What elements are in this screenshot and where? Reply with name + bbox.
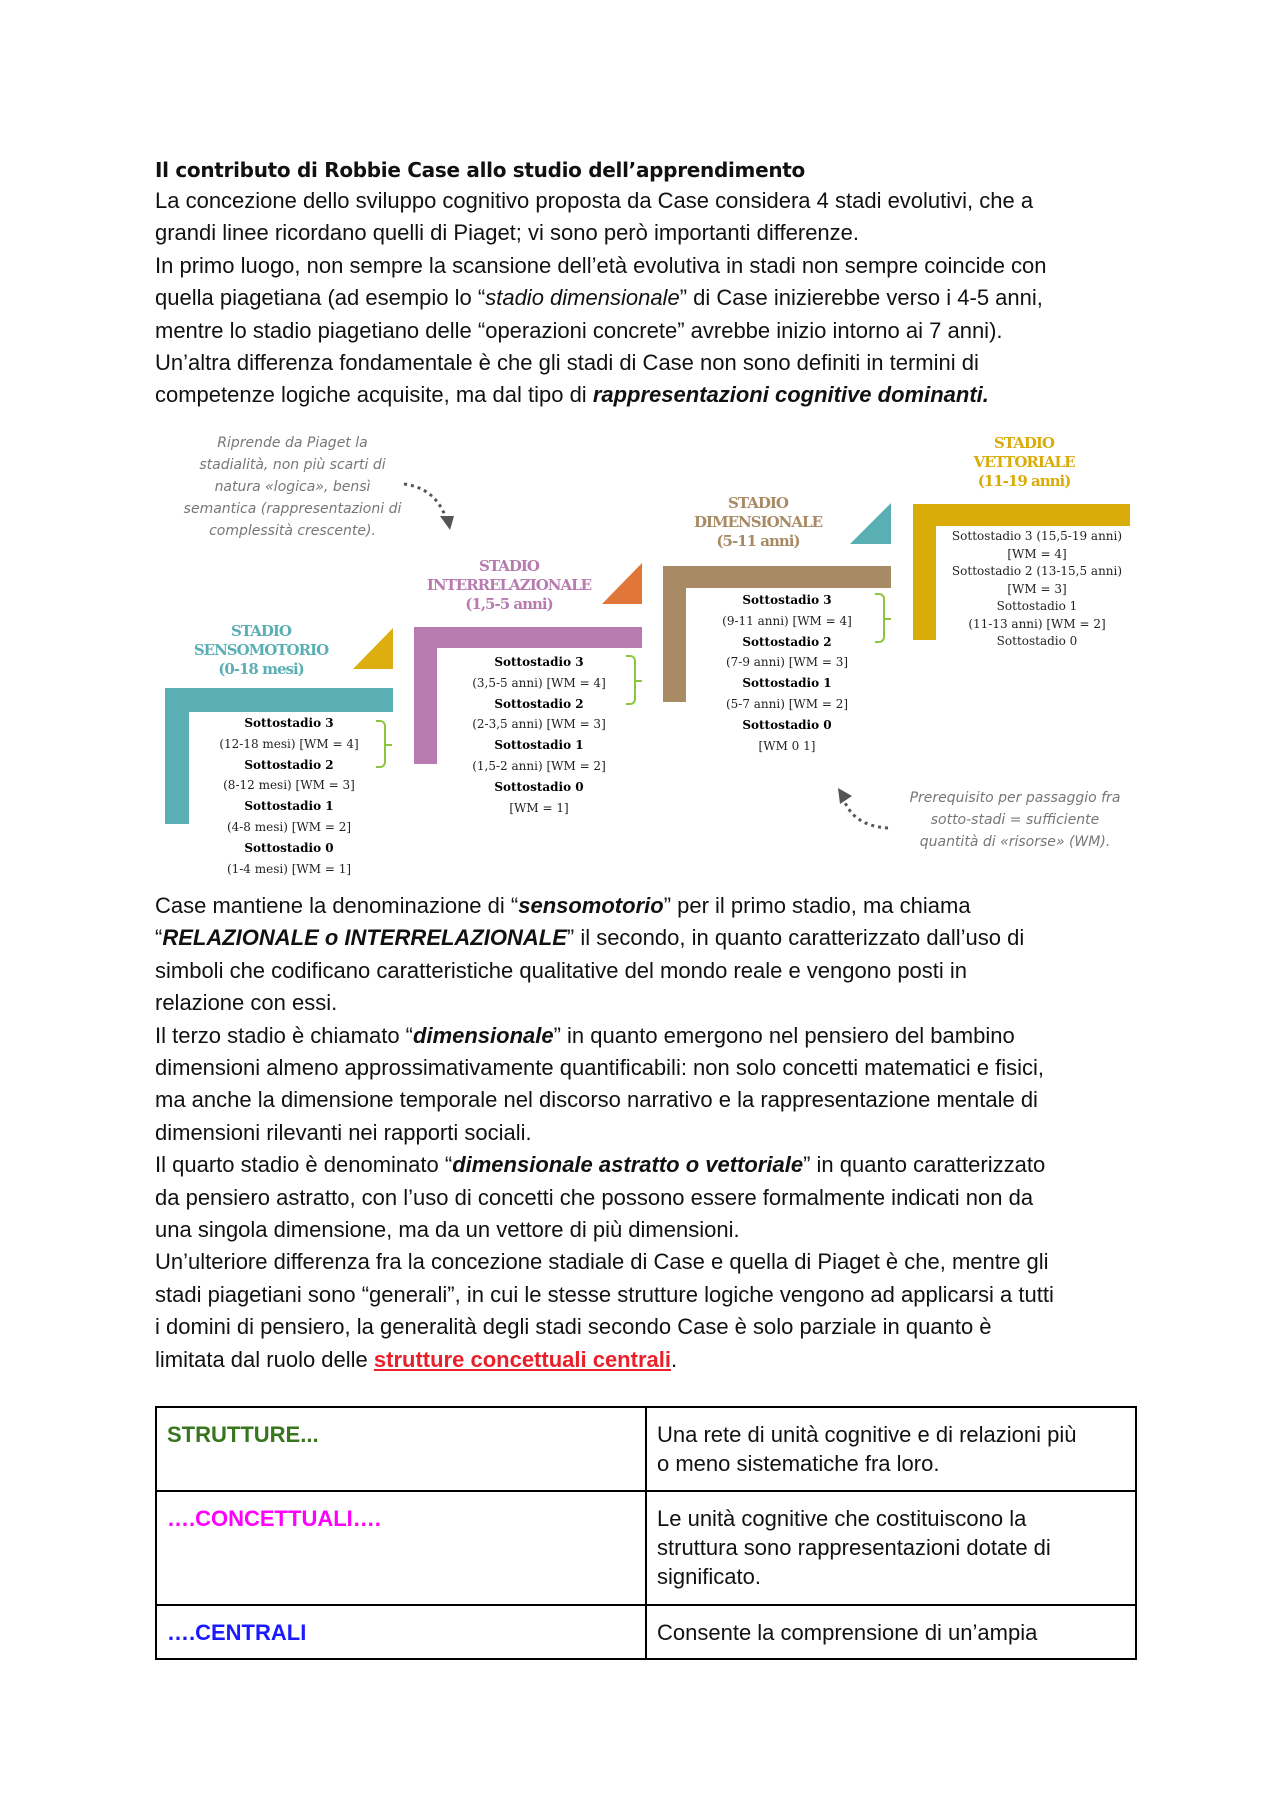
substage-name: Sottostadio 1 (244, 799, 334, 814)
substage-detail: (1,5-2 anni) [WM = 2] (472, 758, 606, 773)
substage-name: Sottostadio 0 (494, 779, 584, 794)
substage-detail: Sottostadio 3 (15,5-19 anni) (951, 529, 1123, 543)
brace-icon (376, 720, 386, 768)
text-line (155, 1214, 1155, 1246)
stage-step-bar (913, 504, 936, 640)
text-line (155, 1149, 1155, 1181)
substage-detail: (7-9 anni) [WM = 3] (725, 655, 849, 670)
text-line (155, 1311, 1155, 1343)
stage-title-line: VETTORIALE (973, 453, 1075, 471)
stage-step-bar (165, 688, 189, 824)
stage-title-interrelazionale (419, 557, 599, 614)
text-segment: dimensioni almeno approssimativamente quantificabili: non solo concetti matematici e fisici, (155, 1055, 1044, 1081)
stage-title-line: (0-18 mesi) (218, 660, 304, 678)
substage-detail: Sottostadio 2 (13-15,5 anni) (951, 564, 1123, 578)
substage-detail: (1-4 mesi) [WM = 1] (226, 861, 352, 876)
stage-title-dimensionale (683, 494, 833, 551)
term-label: ….CONCETTUALI…. (167, 1506, 381, 1531)
substage-name: Sottostadio 3 (494, 655, 584, 669)
note-line: sotto-stadi = sufficiente (930, 812, 1100, 828)
text-segment: Il terzo stadio è chiamato “ (155, 1022, 414, 1048)
definition-line: Le unità cognitive che costituiscono la (657, 1506, 1027, 1531)
emphasis-text: sensomotorio (518, 893, 664, 918)
definition-cell (646, 1605, 1136, 1659)
emphasis-text: rappresentazioni cognitive dominanti. (592, 382, 989, 408)
substage-list (697, 590, 877, 756)
substage-detail: Sottostadio 0 (996, 634, 1078, 648)
text-line (155, 890, 1155, 922)
text-segment: Un’ulteriore differenza fra la concezione stadiale di Case e quella di Piaget è che, mentre gli (155, 1249, 1049, 1275)
text-segment: ” il secondo, in quanto caratterizzato dall’uso di (566, 925, 1025, 951)
term-cell (156, 1491, 646, 1605)
text-segment: grandi linee ricordano quelli di Piaget; vi sono però importanti differenze. (155, 220, 860, 246)
definition-line: o meno sistematiche fra loro. (657, 1451, 940, 1476)
emphasis-text: dimensionale (413, 1022, 554, 1048)
emphasis-text: dimensionale astratto o vettoriale (452, 1152, 804, 1178)
text-line (155, 1084, 1155, 1116)
substage-detail: [WM 0 1] (758, 738, 816, 753)
term-label: ….CENTRALI (167, 1620, 307, 1645)
text-segment: i domini di pensiero, la generalità degli stadi secondo Case è solo parziale in quanto è (155, 1314, 992, 1340)
substage-detail: (5-7 anni) [WM = 2] (725, 696, 849, 711)
text-line (155, 1020, 1155, 1052)
text-segment: limitata dal ruolo delle (155, 1346, 374, 1372)
substage-list (199, 713, 379, 879)
table-row (156, 1605, 1136, 1659)
note-line: Prerequisito per passaggio fra (909, 790, 1121, 806)
text-segment: In primo luogo, non sempre la scansione dell’età evolutiva in stadi non sempre coincide con (155, 252, 1047, 278)
note-line: complessità crescente). (209, 523, 376, 539)
text-line (155, 1246, 1155, 1278)
substage-list (942, 528, 1132, 651)
stage-title-vettoriale (954, 434, 1094, 491)
text-line (155, 1279, 1155, 1311)
substage-name: Sottostadio 0 (244, 840, 334, 855)
text-line (155, 1182, 1155, 1214)
substage-detail: [WM = 4] (1007, 546, 1067, 561)
note-prerequisite (895, 787, 1135, 853)
substage-name: Sottostadio 1 (494, 738, 584, 753)
stage-title-line: (1,5-5 anni) (465, 595, 553, 613)
substage-detail: (8-12 mesi) [WM = 3] (223, 778, 355, 793)
emphasis-text: stadio dimensionale (485, 285, 680, 311)
text-segment: ” di Case inizierebbe verso i 4-5 anni, (679, 285, 1043, 311)
triangle-marker (602, 563, 642, 604)
note-line: stadialità, non più scarti di (199, 457, 386, 473)
substage-list (449, 652, 629, 818)
brace-icon (626, 655, 636, 705)
text-line (155, 1344, 1155, 1376)
text-segment: mentre lo stadio piagetiano delle “operazioni concrete” avrebbe inizio intorno ai 7 anni). (155, 317, 1003, 343)
document-title: Il contributo di Robbie Case allo studio dell’apprendimento (155, 158, 805, 182)
case-stages-diagram (0, 0, 1280, 900)
term-cell (156, 1407, 646, 1491)
text-segment: Case mantiene la denominazione di “ (155, 893, 519, 918)
note-line: semantica (rappresentazioni di (183, 501, 402, 517)
link-strutture-concettuali[interactable]: strutture concettuali centrali (373, 1346, 671, 1372)
text-segment: da pensiero astratto, con l’uso di concetti che possono essere formalmente indicati non da (155, 1184, 1034, 1210)
dotted-arrow-icon (400, 478, 460, 533)
text-line (155, 1052, 1155, 1084)
definition-line: Consente la comprensione di un’ampia (657, 1620, 1038, 1645)
text-line (155, 955, 1155, 987)
stage-title-line: SENSOMOTORIO (193, 641, 329, 659)
substage-name: Sottostadio 3 (244, 716, 334, 730)
table-row (156, 1407, 1136, 1491)
text-segment: ” per il primo stadio, ma chiama (663, 893, 971, 918)
note-piaget (180, 432, 405, 542)
definition-line: significato. (657, 1564, 761, 1589)
stage-title-line: STADIO (479, 557, 539, 575)
text-segment: una singola dimensione, ma da un vettore di più dimensioni. (155, 1217, 740, 1243)
text-segment: competenze logiche acquisite, ma dal tipo di (155, 382, 593, 408)
text-segment: ” in quanto emergono nel pensiero del bambino (553, 1022, 1015, 1048)
text-segment: ” in quanto caratterizzato (803, 1152, 1046, 1178)
note-line: natura «logica», bensì (214, 479, 371, 495)
dotted-arrow-icon (834, 786, 894, 836)
definition-line: struttura sono rappresentazioni dotate di (657, 1535, 1051, 1560)
text-segment: Un’altra differenza fondamentale è che gli stadi di Case non sono definiti in termini di (155, 350, 979, 376)
substage-detail: (11-13 anni) [WM = 2] (968, 616, 1106, 631)
emphasis-text: RELAZIONALE o INTERRELAZIONALE (162, 925, 567, 951)
text-segment: dimensioni rilevanti nei rapporti sociali. (155, 1119, 532, 1145)
note-line: quantità di «risorse» (WM). (919, 834, 1111, 850)
body-paragraphs (155, 890, 1155, 1376)
substage-detail: (9-11 anni) [WM = 4] (722, 613, 852, 628)
text-segment: relazione con essi. (155, 990, 338, 1016)
substage-detail: [WM = 1] (509, 800, 569, 815)
text-line (155, 1117, 1155, 1149)
substage-name: Sottostadio 2 (494, 696, 584, 711)
triangle-marker (353, 628, 393, 669)
stage-title-sensomotorio (191, 622, 331, 679)
substage-detail: (2-3,5 anni) [WM = 3] (472, 717, 606, 732)
stage-step-bar (913, 504, 1130, 526)
concept-table (155, 1406, 1137, 1660)
text-segment: ma anche la dimensione temporale nel discorso narrativo e la rappresentazione mentale di (155, 1087, 1038, 1113)
substage-detail: Sottostadio 1 (996, 599, 1078, 613)
substage-name: Sottostadio 2 (244, 757, 334, 772)
note-line: Riprende da Piaget la (217, 435, 368, 451)
text-segment: quella piagetiana (ad esempio lo “ (155, 285, 486, 311)
text-segment: stadi piagetiani sono “generali”, in cui le stesse strutture logiche vengono ad applicarsi a tutti (155, 1281, 1054, 1307)
text-segment: . (670, 1346, 678, 1372)
stage-step-bar (165, 688, 393, 712)
stage-title-line: DIMENSIONALE (693, 513, 823, 531)
substage-detail: (3,5-5 anni) [WM = 4] (472, 675, 606, 690)
text-line (155, 922, 1155, 954)
substage-name: Sottostadio 3 (742, 593, 832, 607)
stage-title-line: STADIO (994, 434, 1054, 452)
stage-step-bar (414, 627, 642, 648)
stage-step-bar (414, 627, 437, 764)
stage-step-bar (663, 566, 891, 588)
stage-title-line: STADIO (231, 622, 291, 640)
definition-cell (646, 1491, 1136, 1605)
stage-step-bar (663, 566, 686, 702)
triangle-marker (850, 503, 891, 544)
text-segment: La concezione dello sviluppo cognitivo proposta da Case considera 4 stadi evolutivi, che a (155, 188, 1034, 213)
text-line (155, 987, 1155, 1019)
stage-title-line: INTERRELAZIONALE (426, 576, 592, 594)
definition-line: Una rete di unità cognitive e di relazioni più (657, 1422, 1077, 1447)
substage-detail: (12-18 mesi) [WM = 4] (219, 736, 359, 751)
text-segment: Il quarto stadio è denominato “ (155, 1152, 453, 1178)
substage-detail: [WM = 3] (1007, 581, 1067, 596)
substage-name: Sottostadio 2 (742, 634, 832, 649)
substage-name: Sottostadio 1 (742, 676, 832, 691)
substage-name: Sottostadio 0 (742, 717, 832, 732)
stage-title-line: (11-19 anni) (977, 472, 1071, 490)
table-row (156, 1491, 1136, 1605)
text-segment: simboli che codificano caratteristiche qualitative del mondo reale e vengono posti in (155, 957, 968, 983)
stage-title-line: (5-11 anni) (716, 532, 800, 550)
substage-detail: (4-8 mesi) [WM = 2] (226, 819, 352, 834)
text-segment: “ (155, 925, 163, 951)
definition-cell (646, 1407, 1136, 1491)
term-label: STRUTTURE... (167, 1422, 319, 1447)
term-cell (156, 1605, 646, 1659)
brace-icon (875, 593, 885, 643)
stage-title-line: STADIO (728, 494, 788, 512)
